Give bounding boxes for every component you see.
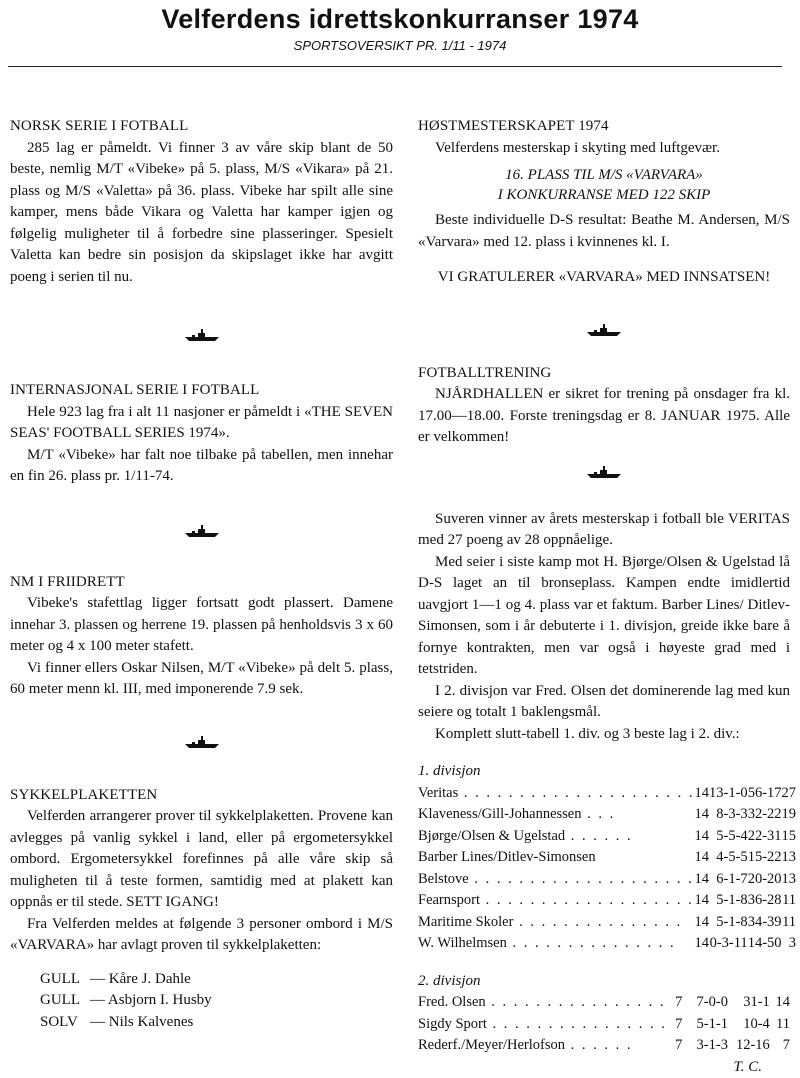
team-label: Fearnsport	[418, 892, 480, 908]
played-cell: 14	[695, 869, 710, 891]
medal-row	[40, 990, 393, 1012]
leader-dots: . . . . . . . . . . . . . . . .	[486, 994, 666, 1010]
leader-dots: . . . . . .	[565, 1037, 633, 1053]
section-title: INTERNASJONAL SERIE I FOTBALL	[10, 380, 393, 402]
team-label: W. Wilhelmsen	[418, 935, 507, 951]
section-title: FOTBALLTRENING	[418, 363, 790, 385]
record-cell: 5-5-4	[709, 826, 748, 848]
record-cell: 4-5-5	[709, 847, 748, 869]
page-title: Velferdens idrettskonkurranser 1974	[0, 4, 800, 35]
section-hostmesterskapet	[418, 116, 790, 289]
paragraph: Fra Velferden meldes at følgende 3 personer ombord i M/S «VARVARA» har avlagt proven til sykkelplaketten:	[10, 914, 393, 957]
ship-ornament	[418, 465, 790, 485]
record-cell: 5-1-1	[682, 1014, 728, 1036]
points-cell: 3	[782, 933, 797, 955]
paragraph: Velferden arrangerer prover til sykkelplaketten. Provene kan avlegges på vanlig sykkel i land, eller på ergometersykkel ombord. Ergometersykkel forefinnes på alle våre skip så muligheten til å teste formen, samtidig med at plakett kan oppnås er til stede. SETT IGANG!	[10, 806, 393, 914]
table-row	[418, 933, 796, 955]
section-sykkelplaketten	[10, 785, 393, 1034]
points-cell: 11	[770, 1014, 790, 1036]
team-label: Veritas	[418, 785, 458, 801]
paragraph: 285 lag er påmeldt. Vi finner 3 av våre skip blant de 50 beste, nemlig M/T «Vibeke» på 5. plass, M/S «Vikara» på 21. plass og M/S «Valetta» på 36. plass. Vibeke har spilt alle sine kamper, mens både Vikara og Valetta har kamper igjen og følgelig muligheter til å forbedre sine plasseringer. Spesielt Valetta kan bedre sin posisjon da skipslaget ikke har avgitt poeng i serien til nu.	[10, 138, 393, 289]
ship-icon	[184, 328, 220, 342]
left-column	[10, 116, 393, 1033]
record-cell: 13-1-0	[709, 783, 748, 805]
division-2-table	[418, 992, 790, 1057]
record-cell: 3-1-3	[682, 1035, 728, 1057]
played-cell: 14	[695, 804, 710, 826]
goals-cell: 12-16	[728, 1035, 770, 1057]
leader-dots: . . . . . . . . . . . . . . .	[513, 914, 682, 930]
team-label: Klaveness/Gill-Johannessen	[418, 806, 582, 822]
goals-cell: 36-28	[748, 890, 782, 912]
section-internasjonal-serie	[10, 380, 393, 488]
played-cell: 7	[667, 1035, 683, 1057]
table-row	[418, 1035, 790, 1057]
ship-icon	[586, 323, 622, 337]
table-row	[418, 826, 796, 848]
paragraph: M/T «Vibeke» har falt noe tilbake på tabellen, men innehar en fin 26. plass pr. 1/11-74.	[10, 445, 393, 488]
paragraph: Vi finner ellers Oskar Nilsen, M/T «Vibeke» på delt 5. plass, 60 meter menn kl. III, med imponerende 7.9 sek.	[10, 658, 393, 701]
team-label: Barber Lines/Ditlev-Simonsen	[418, 849, 596, 865]
section-fotballtrening	[418, 363, 790, 449]
section-nm-friidrett	[10, 572, 393, 701]
record-cell: 6-1-7	[709, 869, 748, 891]
right-column	[418, 116, 790, 1078]
ship-icon	[586, 465, 622, 479]
section-title: NM I FRIIDRETT	[10, 572, 393, 594]
signature: T. C.	[418, 1057, 790, 1078]
played-cell: 14	[695, 912, 710, 934]
played-cell: 14	[695, 783, 710, 805]
paragraph: Hele 923 lag fra i alt 11 nasjoner er påmeldt i «THE SEVEN SEAS' FOOTBALL SERIES 1974».	[10, 402, 393, 445]
section-title: HØSTMESTERSKAPET 1974	[418, 116, 790, 138]
leader-dots: . . . . . . . . . . . . . . . .	[487, 1016, 667, 1032]
paragraph: Suveren vinner av årets mesterskap i fotball ble VERITAS med 27 poeng av 28 oppnåelige.	[418, 509, 790, 552]
medal-row	[40, 1012, 393, 1034]
played-cell: 14	[695, 890, 710, 912]
table-row	[418, 783, 796, 805]
highlight-line: 16. PLASS TIL M/S «VARVARA»	[418, 165, 790, 185]
table-row	[418, 1014, 790, 1036]
medal-type: SOLV	[40, 1012, 90, 1034]
points-cell: 27	[782, 783, 797, 805]
played-cell: 14	[695, 847, 710, 869]
ship-ornament	[10, 328, 393, 348]
goals-cell: 56-17	[748, 783, 782, 805]
team-name	[418, 992, 667, 1014]
team-name	[418, 847, 695, 869]
points-cell: 7	[770, 1035, 790, 1057]
goals-cell: 10-4	[728, 1014, 770, 1036]
paragraph: Med seier i siste kamp mot H. Bjørge/Olsen & Ugelstad lå D-S laget an til bronseplass. Kampen endte imidlertid uavgjort 1—1 og 4. plass var et faktum. Barber Lines/ Ditlev-Simonsen, som i år debuterte i 1. divisjon, greide ikke bare å fornye kontrakten, men var også i høyeste grad med i tetstriden.	[418, 552, 790, 681]
highlight-line: I KONKURRANSE MED 122 SKIP	[418, 185, 790, 205]
points-cell: 11	[782, 912, 797, 934]
division-2-title: 2. divisjon	[418, 971, 790, 993]
team-label: Sigdy Sport	[418, 1016, 487, 1032]
team-label: Maritime Skoler	[418, 914, 513, 930]
team-label: Bjørge/Olsen & Ugelstad	[418, 828, 565, 844]
played-cell: 14	[695, 933, 710, 955]
paragraph: Vibeke's stafettlag ligger fortsatt godt plassert. Damene innehar 3. plassen og herrene 19. plassen på henholdsvis 3 x 60 meter og 4 x 100 meter stafett.	[10, 593, 393, 658]
goals-cell: 20-20	[748, 869, 782, 891]
points-cell: 19	[782, 804, 797, 826]
leader-dots: . . . . . . . . . . . . . . .	[507, 935, 676, 951]
medal-type: GULL	[40, 969, 90, 991]
paragraph: Komplett slutt-tabell 1. div. og 3 beste lag i 2. div.:	[418, 724, 790, 746]
team-label: Rederf./Meyer/Herlofson	[418, 1037, 565, 1053]
page-subtitle: SPORTSOVERSIKT PR. 1/11 - 1974	[0, 38, 800, 53]
played-cell: 7	[667, 992, 683, 1014]
medal-name: — Kåre J. Dahle	[90, 969, 191, 991]
section-title: NORSK SERIE I FOTBALL	[10, 116, 393, 138]
table-row	[418, 912, 796, 934]
points-cell: 15	[782, 826, 797, 848]
points-cell: 13	[782, 847, 797, 869]
points-cell: 11	[782, 890, 797, 912]
ship-icon	[184, 735, 220, 749]
table-row	[418, 992, 790, 1014]
record-cell: 7-0-0	[682, 992, 728, 1014]
goals-cell: 15-22	[748, 847, 782, 869]
ship-ornament	[10, 524, 393, 544]
goals-cell: 22-31	[748, 826, 782, 848]
team-label: Belstove	[418, 871, 469, 887]
paragraph: Beste individuelle D-S resultat: Beathe M. Andersen, M/S «Varvara» med 12. plass i kvinnenes kl. I.	[418, 210, 790, 253]
header-rule	[8, 66, 782, 67]
record-cell: 0-3-11	[709, 933, 748, 955]
paragraph: NJÅRDHALLEN er sikret for trening på onsdager fra kl. 17.00—18.00. Forste treningsdag er 8. JANUAR 1975. Alle er velkommen!	[418, 384, 790, 449]
table-row	[418, 869, 796, 891]
medal-row	[40, 969, 393, 991]
medal-name: — Nils Kalvenes	[90, 1012, 193, 1034]
section-title: SYKKELPLAKETTEN	[10, 785, 393, 807]
leader-dots: . . . . . .	[565, 828, 633, 844]
record-cell: 5-1-8	[709, 912, 748, 934]
section-fotball-mesterskap	[418, 509, 790, 746]
medal-list	[40, 969, 393, 1034]
paragraph: I 2. divisjon var Fred. Olsen det dominerende lag med kun seiere og totalt 1 baklengsmål.	[418, 681, 790, 724]
record-cell: 8-3-3	[709, 804, 748, 826]
congrats-text: VI GRATULERER «VARVARA» MED INNSATSEN!	[418, 267, 790, 289]
team-label: Fred. Olsen	[418, 994, 486, 1010]
division-1-table	[418, 783, 796, 955]
team-name	[418, 869, 695, 891]
table-row	[418, 847, 796, 869]
goals-cell: 14-50	[748, 933, 782, 955]
section-norsk-serie	[10, 116, 393, 288]
paragraph: Velferdens mesterskap i skyting med luftgevær.	[418, 138, 790, 160]
leader-dots: . . . . . . . . . . . . . . . . . . . .	[469, 871, 694, 887]
division-1-title: 1. divisjon	[418, 761, 790, 783]
played-cell: 7	[667, 1014, 683, 1036]
team-name	[418, 804, 695, 826]
team-name	[418, 1014, 667, 1036]
leader-dots: . . .	[582, 806, 616, 822]
medal-type: GULL	[40, 990, 90, 1012]
record-cell: 5-1-8	[709, 890, 748, 912]
goals-cell: 34-39	[748, 912, 782, 934]
team-name	[418, 890, 695, 912]
table-row	[418, 804, 796, 826]
team-name	[418, 912, 695, 934]
leader-dots: . . . . . . . . . . . . . . . . . . . . .	[458, 785, 694, 801]
team-name	[418, 783, 695, 805]
table-row	[418, 890, 796, 912]
ship-ornament	[418, 323, 790, 343]
points-cell: 14	[770, 992, 790, 1014]
team-name	[418, 1035, 667, 1057]
highlight-text	[418, 165, 790, 205]
goals-cell: 32-22	[748, 804, 782, 826]
team-name	[418, 826, 695, 848]
leader-dots: . . . . . . . . . . . . . . . . . . .	[480, 892, 694, 908]
ship-icon	[184, 524, 220, 538]
ship-ornament	[10, 735, 393, 755]
medal-name: — Asbjorn I. Husby	[90, 990, 212, 1012]
team-name	[418, 933, 695, 955]
played-cell: 14	[695, 826, 710, 848]
goals-cell: 31-1	[728, 992, 770, 1014]
points-cell: 13	[782, 869, 797, 891]
